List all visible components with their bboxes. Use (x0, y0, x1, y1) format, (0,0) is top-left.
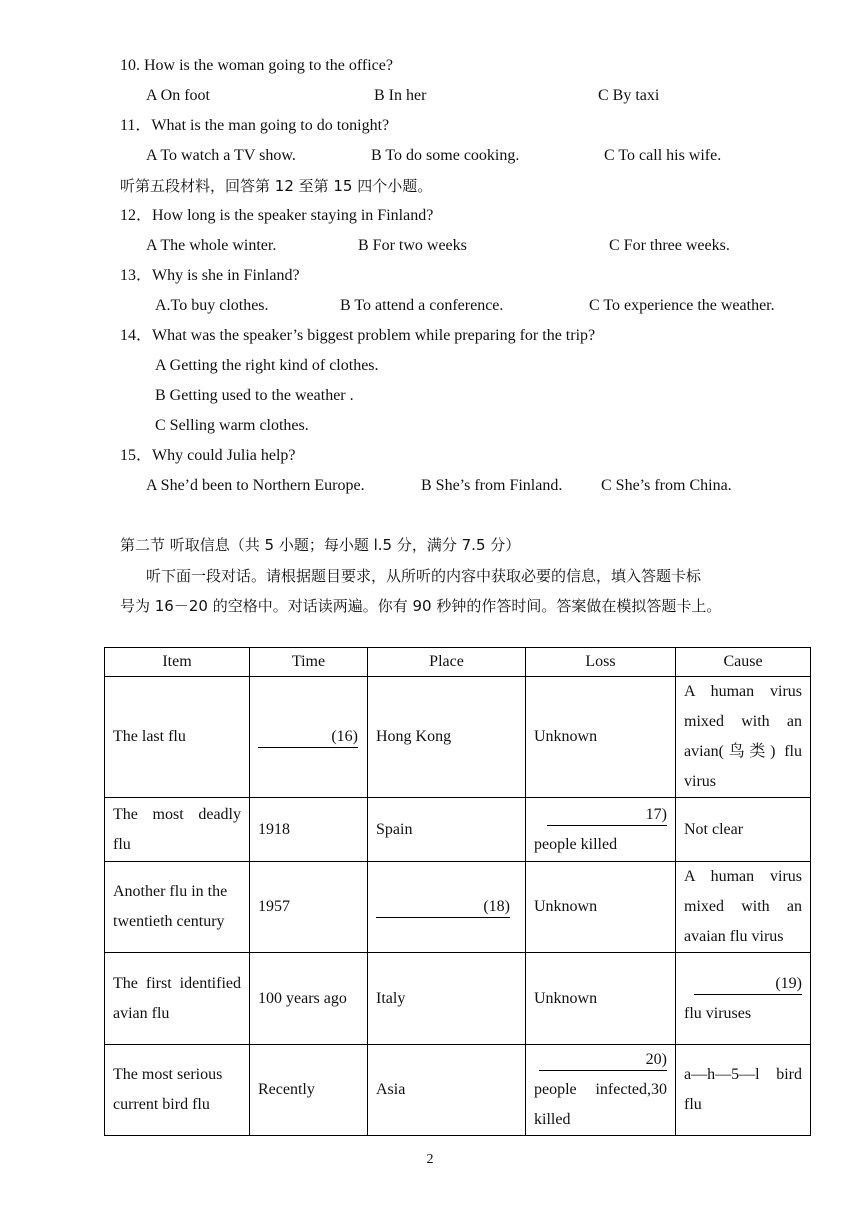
cell-place: Asia (368, 1045, 526, 1136)
question-13-option-b: B To attend a conference. (340, 297, 504, 314)
cell-loss-tail: people infected,30 killed (534, 1081, 667, 1128)
section-2-instructions-line-1: 听下面一段对话。请根据题目要求，从所听的内容中获取必要的信息，填入答题卡标 (146, 567, 702, 585)
cell-time: Recently (250, 1045, 368, 1136)
answer-blank-20[interactable]: 20) (539, 1050, 667, 1071)
cell-item: Another flu in the twentieth century (105, 862, 250, 953)
cell-cause (676, 953, 811, 1045)
cell-cause: A human virus mixed with an avian(鸟类) flu virus (676, 677, 811, 798)
cell-loss (526, 798, 676, 862)
question-10-stem: 10. How is the woman going to the office? (120, 57, 393, 74)
answer-blank-18[interactable]: (18) (376, 897, 510, 918)
answer-blank-16[interactable]: (16) (258, 727, 358, 748)
cell-item: The first identified avian flu (105, 953, 250, 1045)
question-11-stem: 11．What is the man going to do tonight? (120, 117, 390, 134)
header-time: Time (250, 648, 368, 677)
cell-loss-tail: people killed (534, 835, 618, 853)
question-14-option-c: C Selling warm clothes. (155, 417, 309, 434)
answer-blank-19[interactable]: (19) (694, 974, 802, 995)
question-13-stem: 13．Why is she in Finland? (120, 267, 300, 284)
question-14-option-a: A Getting the right kind of clothes. (155, 357, 379, 374)
page-number: 2 (426, 1152, 434, 1167)
table-row (105, 953, 811, 1045)
cell-time-blank (250, 677, 368, 798)
question-15-option-b: B She’s from Finland. (421, 477, 563, 494)
table-header-row (105, 648, 811, 677)
cell-loss: Unknown (526, 677, 676, 798)
question-15-stem: 15．Why could Julia help? (120, 447, 296, 464)
cell-place: Hong Kong (368, 677, 526, 798)
header-place: Place (368, 648, 526, 677)
question-15-option-c: C She’s from China. (601, 477, 732, 494)
section-2-title: 第二节 听取信息（共 5 小题；每小题 l.5 分，满分 7.5 分） (120, 536, 521, 554)
header-item: Item (105, 648, 250, 677)
question-10-option-a: A On foot (146, 87, 210, 104)
question-11-option-b: B To do some cooking. (371, 147, 520, 164)
question-15-option-a: A She’d been to Northern Europe. (146, 477, 365, 494)
section-5-intro: 听第五段材料，回答第 12 至第 15 四个小题。 (120, 177, 433, 195)
question-12-option-a: A The whole winter. (146, 237, 277, 254)
cell-place: Italy (368, 953, 526, 1045)
cell-item: The most deadly flu (105, 798, 250, 862)
question-13-option-a: A.To buy clothes. (155, 297, 269, 314)
answer-blank-17[interactable]: 17) (547, 805, 667, 826)
question-11-option-c: C To call his wife. (604, 147, 722, 164)
section-2-instructions-line-2: 号为 16－20 的空格中。对话读两遍。你有 90 秒钟的作答时间。答案做在模拟答题卡上。 (120, 597, 722, 615)
cell-time: 100 years ago (250, 953, 368, 1045)
header-cause: Cause (676, 648, 811, 677)
question-12-option-b: B For two weeks (358, 237, 467, 254)
question-14-stem: 14．What was the speaker’s biggest problem while preparing for the trip? (120, 327, 596, 344)
question-14-option-b: B Getting used to the weather . (155, 387, 354, 404)
cell-item: The most serious current bird flu (105, 1045, 250, 1136)
cell-place: Spain (368, 798, 526, 862)
question-10-option-c: C By taxi (598, 87, 660, 104)
cell-item: The last flu (105, 677, 250, 798)
cell-cause: a—h—5—l bird flu (676, 1045, 811, 1136)
flu-info-table (104, 647, 811, 1136)
table-row (105, 798, 811, 862)
question-12-stem: 12．How long is the speaker staying in Finland? (120, 207, 434, 224)
question-10-option-b: B In her (374, 87, 427, 104)
question-11-option-a: A To watch a TV show. (146, 147, 296, 164)
table-row (105, 677, 811, 798)
table-row (105, 1045, 811, 1136)
cell-cause: Not clear (676, 798, 811, 862)
cell-place-blank (368, 862, 526, 953)
question-13-option-c: C To experience the weather. (589, 297, 775, 314)
cell-time: 1918 (250, 798, 368, 862)
table-row (105, 862, 811, 953)
cell-cause-tail: flu viruses (684, 1004, 752, 1022)
cell-loss (526, 1045, 676, 1136)
cell-loss: Unknown (526, 953, 676, 1045)
header-loss: Loss (526, 648, 676, 677)
question-12-option-c: C For three weeks. (609, 237, 730, 254)
cell-time: 1957 (250, 862, 368, 953)
cell-loss: Unknown (526, 862, 676, 953)
cell-cause: A human virus mixed with an avaian flu virus (676, 862, 811, 953)
